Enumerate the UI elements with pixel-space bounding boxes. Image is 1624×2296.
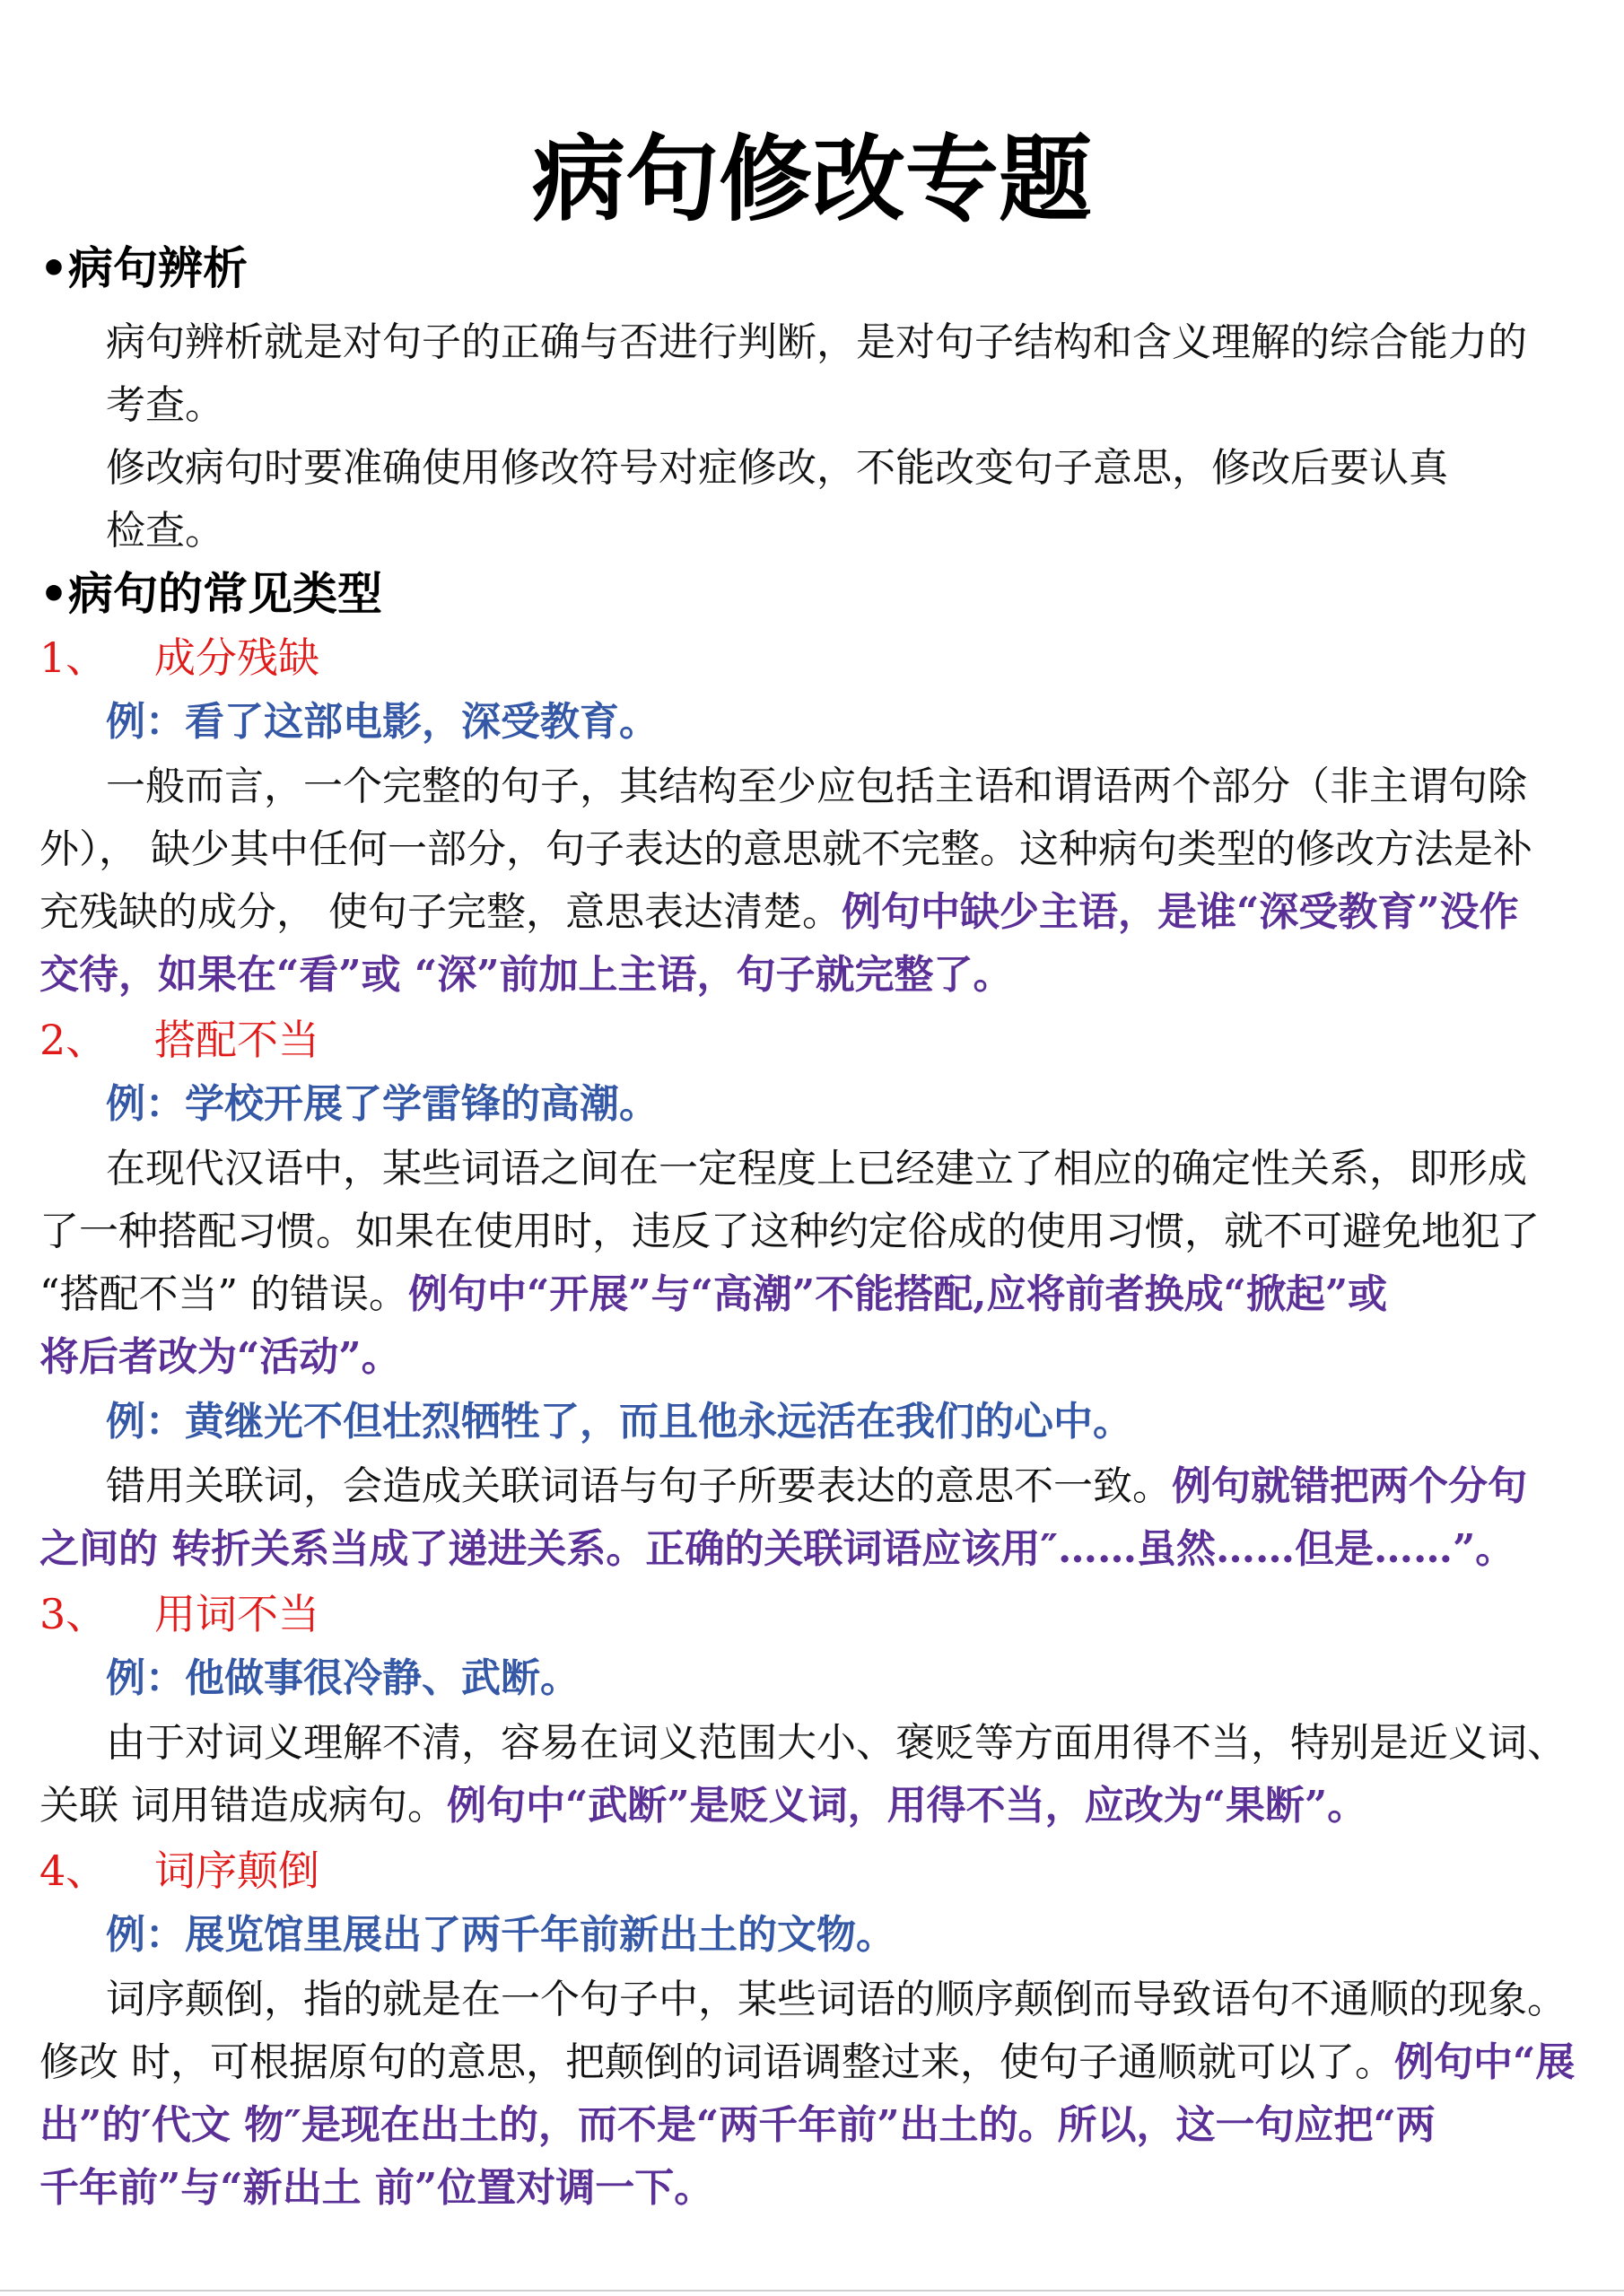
correction-note: 例句中“开展”与“高潮”不能搭配,应将前者换成“掀起”或: [407, 1271, 1388, 1317]
correction-note: 千年前”与“新出土 前”位置对调一下。: [39, 2165, 714, 2211]
page-title: 病句修改专题: [531, 124, 1092, 234]
section-heading-4: [39, 1846, 1592, 1895]
correction-note: 例句中“武断”是贬义词，用得不当，应改为“果断”。: [447, 1783, 1367, 1829]
correction-note: 交待，如果在“看”或 “深”前加上主语，句子就完整了。: [39, 952, 1013, 998]
correction-note: 之间的 转折关系当成了递进关系。正确的关联词语应该用″……虽然……但是……”。: [39, 1526, 1515, 1572]
section-number: 3、: [39, 1590, 108, 1638]
example-sentence: 例：黄继光不但壮烈牺牲了，而且他永远活在我们的心中。: [106, 1399, 1132, 1445]
paragraph-line: 了一种搭配习惯。如果在使用时，违反了这种约定俗成的使用习惯，就不可避免地犯了: [39, 1209, 1540, 1254]
page-bottom-divider: [0, 2290, 1624, 2292]
paragraph-line: 检查。: [106, 508, 224, 554]
example-sentence: 例：他做事很冷静、武断。: [106, 1655, 580, 1701]
paragraph-line: 由于对词义理解不清，容易在词义范围大小、褒贬等方面用得不当，特别是近义词、: [106, 1720, 1567, 1766]
plain-text: 错用关联词，会造成关联词语与句子所要表达的意思不一致。: [106, 1463, 1172, 1509]
section-title: 用词不当: [154, 1590, 319, 1638]
plain-text: 充残缺的成分， 使句子完整，意思表达清楚。: [39, 889, 842, 935]
paragraph-line: [39, 1270, 1592, 1319]
plain-text: “搭配不当” 的错误。: [39, 1271, 408, 1317]
example-sentence: 例：学校开展了学雷锋的高潮。: [106, 1081, 659, 1127]
section-heading-1: [39, 633, 1592, 682]
correction-note: 出”的′代文 物″是现在出土的，而不是“两千年前”出土的。所以，这一句应把“两: [39, 2102, 1436, 2148]
paragraph-line: 病句辨析就是对句子的正确与否进行判断，是对句子结构和含义理解的综合能力的: [106, 319, 1527, 365]
correction-note: 将后者改为“活动”。: [39, 1334, 401, 1380]
section-number: 4、: [39, 1846, 108, 1895]
section-number: 1、: [39, 633, 108, 682]
section-heading-3: [39, 1590, 1592, 1638]
heading-types: •病句的常见类型: [39, 570, 382, 618]
paragraph-line: [39, 2038, 1592, 2087]
correction-note: 例句就错把两个分句: [1172, 1463, 1527, 1509]
plain-text: 关联 词用错造成病句。: [39, 1783, 447, 1829]
section-title: 搭配不当: [154, 1016, 319, 1064]
paragraph-line: 考查。: [106, 382, 224, 428]
section-title: 成分残缺: [154, 633, 319, 682]
section-number: 2、: [39, 1016, 108, 1064]
plain-text: 修改 时，可根据原句的意思，把颠倒的词语调整过来，使句子通顺就可以了。: [39, 2039, 1394, 2085]
paragraph-line: [39, 1782, 1592, 1830]
paragraph-line: 词序颠倒，指的就是在一个句子中，某些词语的顺序颠倒而导致语句不通顺的现象。: [106, 1977, 1567, 2022]
paragraph-line: 在现代汉语中，某些词语之间在一定程度上已经建立了相应的确定性关系，即形成: [106, 1146, 1527, 1192]
paragraph-line: 外）， 缺少其中任何一部分，句子表达的意思就不完整。这种病句类型的修改方法是补: [39, 826, 1532, 872]
heading-analysis: •病句辨析: [39, 244, 248, 292]
correction-note: 例句中“展: [1393, 2039, 1576, 2085]
correction-note: 例句中缺少主语，是谁“深受教育”没作: [842, 889, 1519, 935]
example-sentence: 例：看了这部电影，深受教育。: [106, 699, 659, 745]
section-title: 词序颠倒: [154, 1846, 319, 1895]
paragraph-line: 修改病句时要准确使用修改符号对症修改，不能改变句子意思，修改后要认真: [106, 445, 1448, 491]
example-sentence: 例：展览馆里展出了两千年前新出土的文物。: [106, 1912, 895, 1958]
paragraph-line: 一般而言，一个完整的句子，其结构至少应包括主语和谓语两个部分（非主谓句除: [106, 764, 1527, 809]
paragraph-line: [39, 888, 1592, 937]
paragraph-line: [106, 1462, 1595, 1511]
section-heading-2: [39, 1016, 1592, 1064]
